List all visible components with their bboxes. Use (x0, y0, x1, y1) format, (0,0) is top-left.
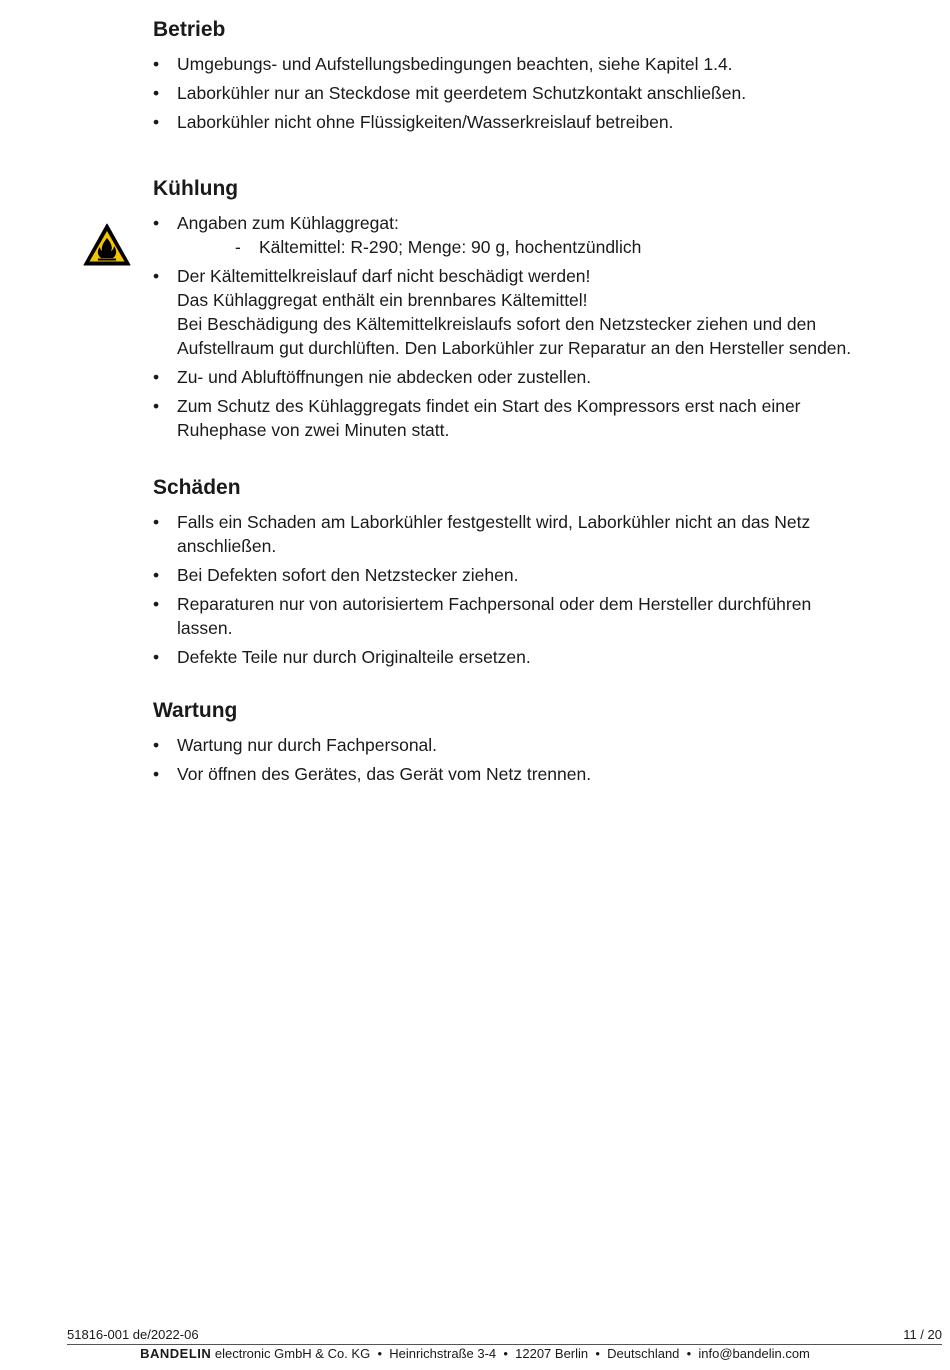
sub-item (177, 235, 943, 259)
list-item: • Umgebungs- und Aufstellungsbedingungen beachten, siehe Kapitel 1.4. (153, 52, 943, 76)
bullet-list (153, 211, 943, 442)
list-item-line: anschließen. (177, 536, 277, 556)
list-item (153, 510, 943, 558)
doc-number: 51816-001 de/2022-06 (67, 1327, 199, 1342)
list-item-line: Aufstellraum gut durchlüften. Den Laborkühler zur Reparatur an den Hersteller senden. (177, 338, 852, 358)
list-item: • Laborkühler nicht ohne Flüssigkeiten/Wasserkreislauf betreiben. (153, 110, 943, 134)
list-item-line: • Der Kältemittelkreislauf darf nicht beschädigt werden! (177, 266, 591, 286)
section-kuehlung (153, 176, 943, 447)
flammable-warning-icon (82, 222, 132, 267)
footer-company-line (0, 1346, 950, 1362)
list-item (153, 563, 943, 587)
list-item: • Vor öffnen des Gerätes, das Gerät vom Netz trennen. (153, 762, 943, 786)
list-item-line: Das Kühlaggregat enthält ein brennbares Kältemittel! (177, 290, 588, 310)
section-title: Schäden (153, 476, 241, 499)
bullet-list (153, 733, 943, 786)
list-item-line: Ruhephase von zwei Minuten statt. (177, 420, 450, 440)
list-item-line: • Reparaturen nur von autorisiertem Fachpersonal oder dem Hersteller durchführen (177, 594, 812, 614)
list-item (153, 592, 943, 640)
company-address: electronic GmbH & Co. KG • Heinrichstraße 3-4 • 12207 Berlin • Deutschland • info@bandelin.com (214, 1346, 810, 1361)
list-item-line: lassen. (177, 618, 233, 638)
list-item: • Wartung nur durch Fachpersonal. (153, 733, 943, 757)
list-item: • Zu- und Abluftöffnungen nie abdecken oder zustellen. (153, 365, 943, 389)
list-item (153, 394, 943, 442)
section-title: Wartung (153, 699, 238, 722)
list-item-text: • Angaben zum Kühlaggregat: (177, 213, 399, 233)
footer-top-row (67, 1327, 942, 1345)
list-item-line: • Defekte Teile nur durch Originalteile ersetzen. (177, 647, 531, 667)
brand-logo: BANDELIN (140, 1346, 212, 1361)
list-item (153, 264, 943, 360)
list-item-line: Bei Beschädigung des Kältemittelkreislaufs sofort den Netzstecker ziehen und den (177, 314, 817, 334)
section-wartung (153, 698, 943, 791)
list-item: • Laborkühler nur an Steckdose mit geerdetem Schutzkontakt anschließen. (153, 81, 943, 105)
section-betrieb (153, 17, 943, 139)
list-item (153, 645, 943, 669)
page-number: 11 / 20 (903, 1327, 942, 1342)
section-schaeden (153, 475, 943, 674)
section-title: Betrieb (153, 18, 226, 41)
dash-marker: - (235, 237, 241, 257)
section-title: Kühlung (153, 177, 239, 200)
list-item-line: • Zum Schutz des Kühlaggregats findet ein Start des Kompressors erst nach einer (177, 396, 801, 416)
list-item-line: • Falls ein Schaden am Laborkühler festgestellt wird, Laborkühler nicht an das Netz (177, 512, 811, 532)
list-item-line: • Bei Defekten sofort den Netzstecker ziehen. (177, 565, 519, 585)
sub-item-text: Kältemittel: R-290; Menge: 90 g, hochentzündlich (259, 237, 642, 257)
bullet-list (153, 510, 943, 669)
bullet-list (153, 52, 943, 134)
list-item (153, 211, 943, 259)
